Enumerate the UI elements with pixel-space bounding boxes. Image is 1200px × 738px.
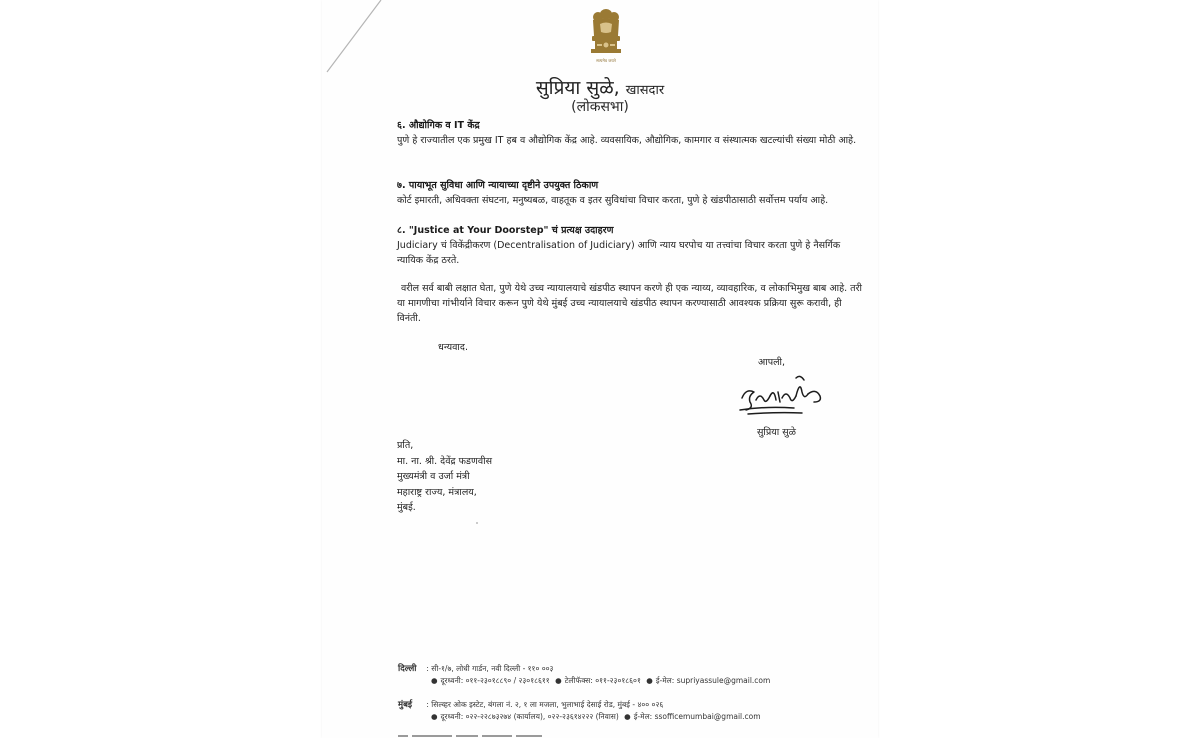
recipient-line: मुंबई. [397,502,416,513]
footer-mumbai [398,699,761,723]
footer-phone: दूरध्वनी: ०११-२३०१८८९० / २३०१८६११ [440,676,550,685]
handwritten-signature [736,374,828,420]
national-emblem-icon [586,6,626,58]
footer-email-label: ई-मेल: [633,712,653,721]
section-industrial-it [397,118,867,148]
scan-speck [476,522,478,524]
footer-email-label: ई-मेल: [655,676,675,685]
bullet-icon: ● [624,712,631,721]
emblem-caption: सत्यमेव जयते [596,58,616,63]
recipient-address [397,438,492,516]
closing-text: आपली, [758,357,786,368]
footer-phone: दूरध्वनी: ०२२-२२८७३२७४ (कार्यालय), ०२२-२३६१४२२२ (निवास) [440,712,619,721]
conclusion-paragraph: वरील सर्व बाबी लक्षात घेता, पुणे येथे उच्च न्यायालयाचे खंडपीठ स्थापन करणे ही एक न्याय्य, व्यावहारिक, व लोकाभिमुख बाब आहे. तरी या मागणीचा गांभीर्याने विचार करून पुणे येथे मुंबई उच्च न्यायालयाचे खंडपीठ स्थापन करण्यासाठी आवश्यक प्रक्रिया सुरू करावी, ही विनंती. [397,283,862,324]
bullet-icon: ● [555,676,562,685]
footer-city: मुंबई [398,700,413,710]
bullet-icon: ● [431,676,438,685]
section-heading: ७. पायाभूत सुविधा आणि न्यायाच्या दृष्टीने उपयुक्त ठिकाण [397,180,599,191]
recipient-line: प्रति, [397,440,414,451]
sender-title: खासदार [625,83,665,98]
section-text: पुणे हे राज्यातील एक प्रमुख IT हब व औद्योगिक केंद्र आहे. व्यवसायिक, औद्योगिक, कामगार व संस्थात्मक खटल्यांची संख्या मोठी आहे. [397,135,857,146]
footer-email: supriyassule@gmail.com [676,676,771,685]
footer-city: दिल्ली [398,664,417,674]
footer-address: : सिल्व्हर ओक इस्टेट, बंगला नं. २, १ ला मजला, भुलाभाई देसाई रोड, मुंबई - ४०० ०२६ [426,700,664,709]
footer-address: : सी-१/७, लोधी गार्डन, नवी दिल्ली - ११० ००३ [426,664,554,673]
footer-delhi [398,663,770,687]
footer-email: ssofficemumbai@gmail.com [654,712,761,721]
section-text: कोर्ट इमारती, अधिवक्ता संघटना, मनुष्यबळ, वाहतूक व इतर सुविधांचा विचार करता, पुणे हे खंडपीठासाठी सर्वोत्तम पर्याय आहे. [397,195,829,206]
signer-name: सुप्रिया सुळे [757,427,796,438]
thanks-text: धन्यवाद. [438,342,468,353]
section-heading: ८. "Justice at Your Doorstep" चं प्रत्यक्ष उदाहरण [397,225,614,236]
footer-cropped-line [398,732,558,738]
section-infrastructure [397,178,867,208]
bullet-icon: ● [431,712,438,721]
sender-name: सुप्रिया सुळे, [535,77,620,99]
recipient-line: महाराष्ट्र राज्य, मंत्रालय, [397,486,477,498]
sender-house: (लोकसभा) [571,99,629,115]
section-heading: ६. औद्योगिक व IT केंद्र [397,120,480,131]
section-text: Judiciary चं विकेंद्रीकरण (Decentralisation of Judiciary) आणि न्याय घरपोच या तत्त्वांचा विचार करता पुणे हे नैसर्गिक न्यायिक केंद्र ठरते. [397,240,841,266]
section-justice-doorstep [397,223,867,268]
bullet-icon: ● [646,676,653,685]
recipient-line: मा. ना. श्री. देवेंद्र फडणवीस [397,455,493,467]
recipient-line: मुख्यमंत्री व उर्जा मंत्री [397,471,470,482]
footer-fax: टेलीफॅक्स: ०११-२३०१८६०१ [564,676,641,685]
